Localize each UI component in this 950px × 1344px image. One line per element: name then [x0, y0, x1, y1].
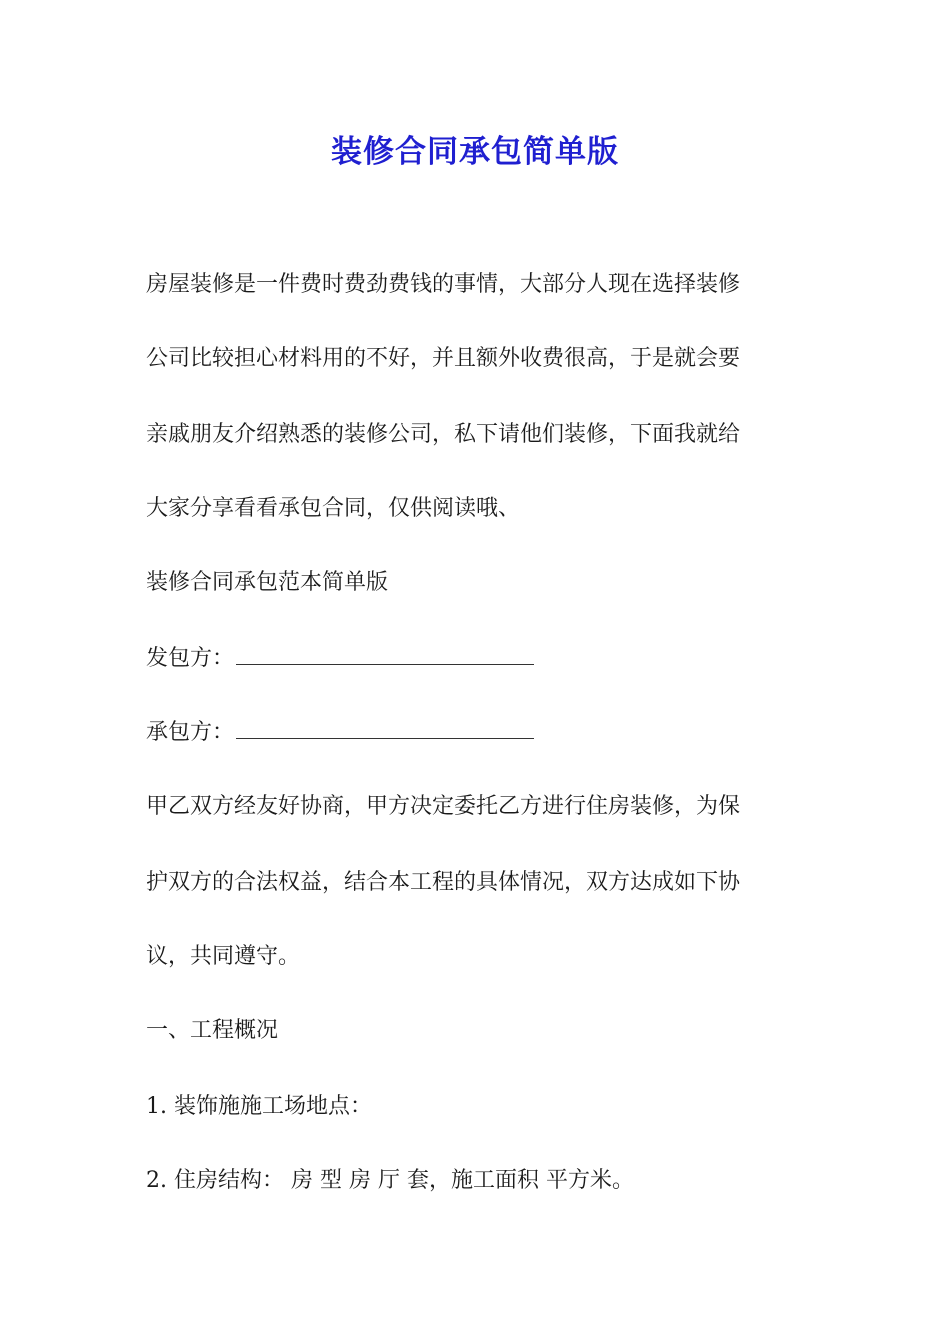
section-heading: 一、工程概况: [146, 1018, 279, 1043]
party-a-label: 发包方：: [146, 646, 235, 671]
item-2: 2. 住房结构： 房 型 房 厅 套，施工面积 平方米。: [146, 1168, 634, 1193]
intro-line-2: 公司比较担心材料用的不好，并且额外收费很高，于是就会要: [146, 346, 741, 371]
item-1: 1. 装饰施施工场地点：: [146, 1094, 372, 1119]
party-b-blank-line: [236, 737, 534, 739]
agreement-line-2: 护双方的合法权益，结合本工程的具体情况，双方达成如下协: [146, 870, 741, 895]
party-b-row: [146, 717, 534, 749]
party-a-row: [146, 643, 534, 675]
intro-line-1: 房屋装修是一件费时费劲费钱的事情，大部分人现在选择装修: [146, 272, 741, 297]
contract-subtitle: 装修合同承包范本简单版: [146, 570, 389, 595]
intro-line-4: 大家分享看看承包合同，仅供阅读哦、: [146, 496, 521, 521]
party-a-blank-line: [236, 663, 534, 665]
document-title: 装修合同承包简单版: [331, 134, 619, 170]
intro-line-3: 亲戚朋友介绍熟悉的装修公司，私下请他们装修，下面我就给: [146, 422, 741, 447]
agreement-line-1: 甲乙双方经友好协商，甲方决定委托乙方进行住房装修，为保: [146, 794, 741, 819]
party-b-label: 承包方：: [146, 720, 235, 745]
agreement-line-3: 议，共同遵守。: [146, 944, 301, 969]
